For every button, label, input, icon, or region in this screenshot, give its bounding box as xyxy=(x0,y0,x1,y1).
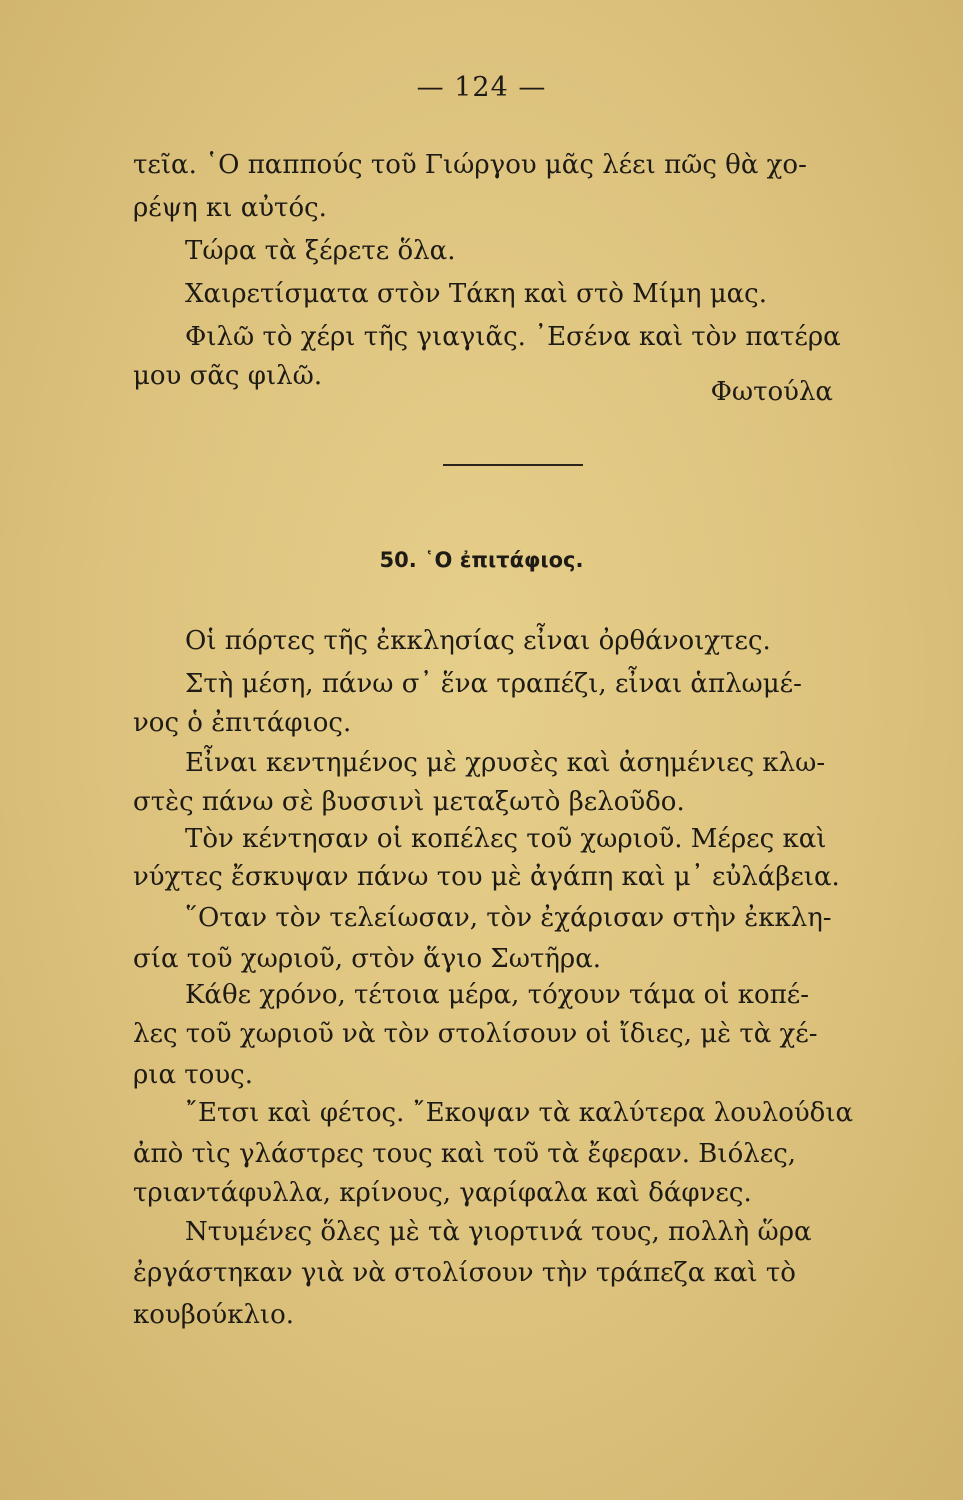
section-title: 50. ῾Ο ἐπιτάφιος. xyxy=(379,548,584,572)
letter-signature: Φωτούλα xyxy=(710,377,833,407)
text-line: στὲς πάνω σὲ βυσσινὶ μεταξωτὸ βελοῦδο. xyxy=(133,787,685,817)
text-line: Στὴ μέση, πάνω σ᾽ ἕνα τραπέζι, εἶναι ἁπλωμέ- xyxy=(185,669,802,699)
text-line: ἐργάστηκαν γιὰ νὰ στολίσουν τὴν τράπεζα καὶ τὸ xyxy=(133,1258,796,1288)
text-line: σία τοῦ χωριοῦ, στὸν ἅγιο Σωτῆρα. xyxy=(133,944,602,974)
text-line: κουβούκλιο. xyxy=(133,1300,295,1330)
text-line: ρέψη κι αὐτός. xyxy=(133,193,327,223)
text-line: Τώρα τὰ ξέρετε ὅλα. xyxy=(185,236,456,266)
text-line: ῞Οταν τὸν τελείωσαν, τὸν ἐχάρισαν στὴν ἐκκλη- xyxy=(185,903,832,933)
text-line: Οἱ πόρτες τῆς ἐκκλησίας εἶναι ὀρθάνοιχτες. xyxy=(185,626,771,656)
text-line: Ντυμένες ὅλες μὲ τὰ γιορτινά τους, πολλὴ ὥρα xyxy=(185,1217,812,1247)
text-line: τριαντάφυλλα, κρίνους, γαρίφαλα καὶ δάφνες. xyxy=(133,1178,752,1208)
page-number: — 124 — xyxy=(416,72,547,103)
text-line: νος ὁ ἐπιτάφιος. xyxy=(133,708,352,738)
text-line: ῎Ετσι καὶ φέτος. ῎Εκοψαν τὰ καλύτερα λουλούδια xyxy=(185,1098,854,1128)
section-divider xyxy=(443,464,583,466)
text-line: Χαιρετίσματα στὸν Τάκη καὶ στὸ Μίμη μας. xyxy=(185,279,768,309)
text-line: νύχτες ἔσκυψαν πάνω του μὲ ἀγάπη καὶ μ᾽ εὐλάβεια. xyxy=(133,862,840,892)
text-line: λες τοῦ χωριοῦ νὰ τὸν στολίσουν οἱ ἴδιες, μὲ τὰ χέ- xyxy=(133,1019,818,1049)
text-line: Τὸν κέντησαν οἱ κοπέλες τοῦ χωριοῦ. Μέρες καὶ xyxy=(185,824,827,854)
text-line: τεῖα. ῾Ο παππούς τοῦ Γιώργου μᾶς λέει πῶς θὰ χο- xyxy=(133,150,807,180)
text-line: ἀπὸ τὶς γλάστρες τους καὶ τοῦ τὰ ἔφεραν. Βιόλες, xyxy=(133,1139,797,1169)
text-line: Κάθε χρόνο, τέτοια μέρα, τόχουν τάμα οἱ κοπέ- xyxy=(185,980,810,1010)
text-line: μου σᾶς φιλῶ. xyxy=(133,361,323,391)
text-line: Εἶναι κεντημένος μὲ χρυσὲς καὶ ἀσημένιες κλω- xyxy=(185,748,826,778)
text-line: ρια τους. xyxy=(133,1060,253,1090)
text-line: Φιλῶ τὸ χέρι τῆς γιαγιᾶς. ᾽Εσένα καὶ τὸν πατέρα xyxy=(185,322,841,352)
